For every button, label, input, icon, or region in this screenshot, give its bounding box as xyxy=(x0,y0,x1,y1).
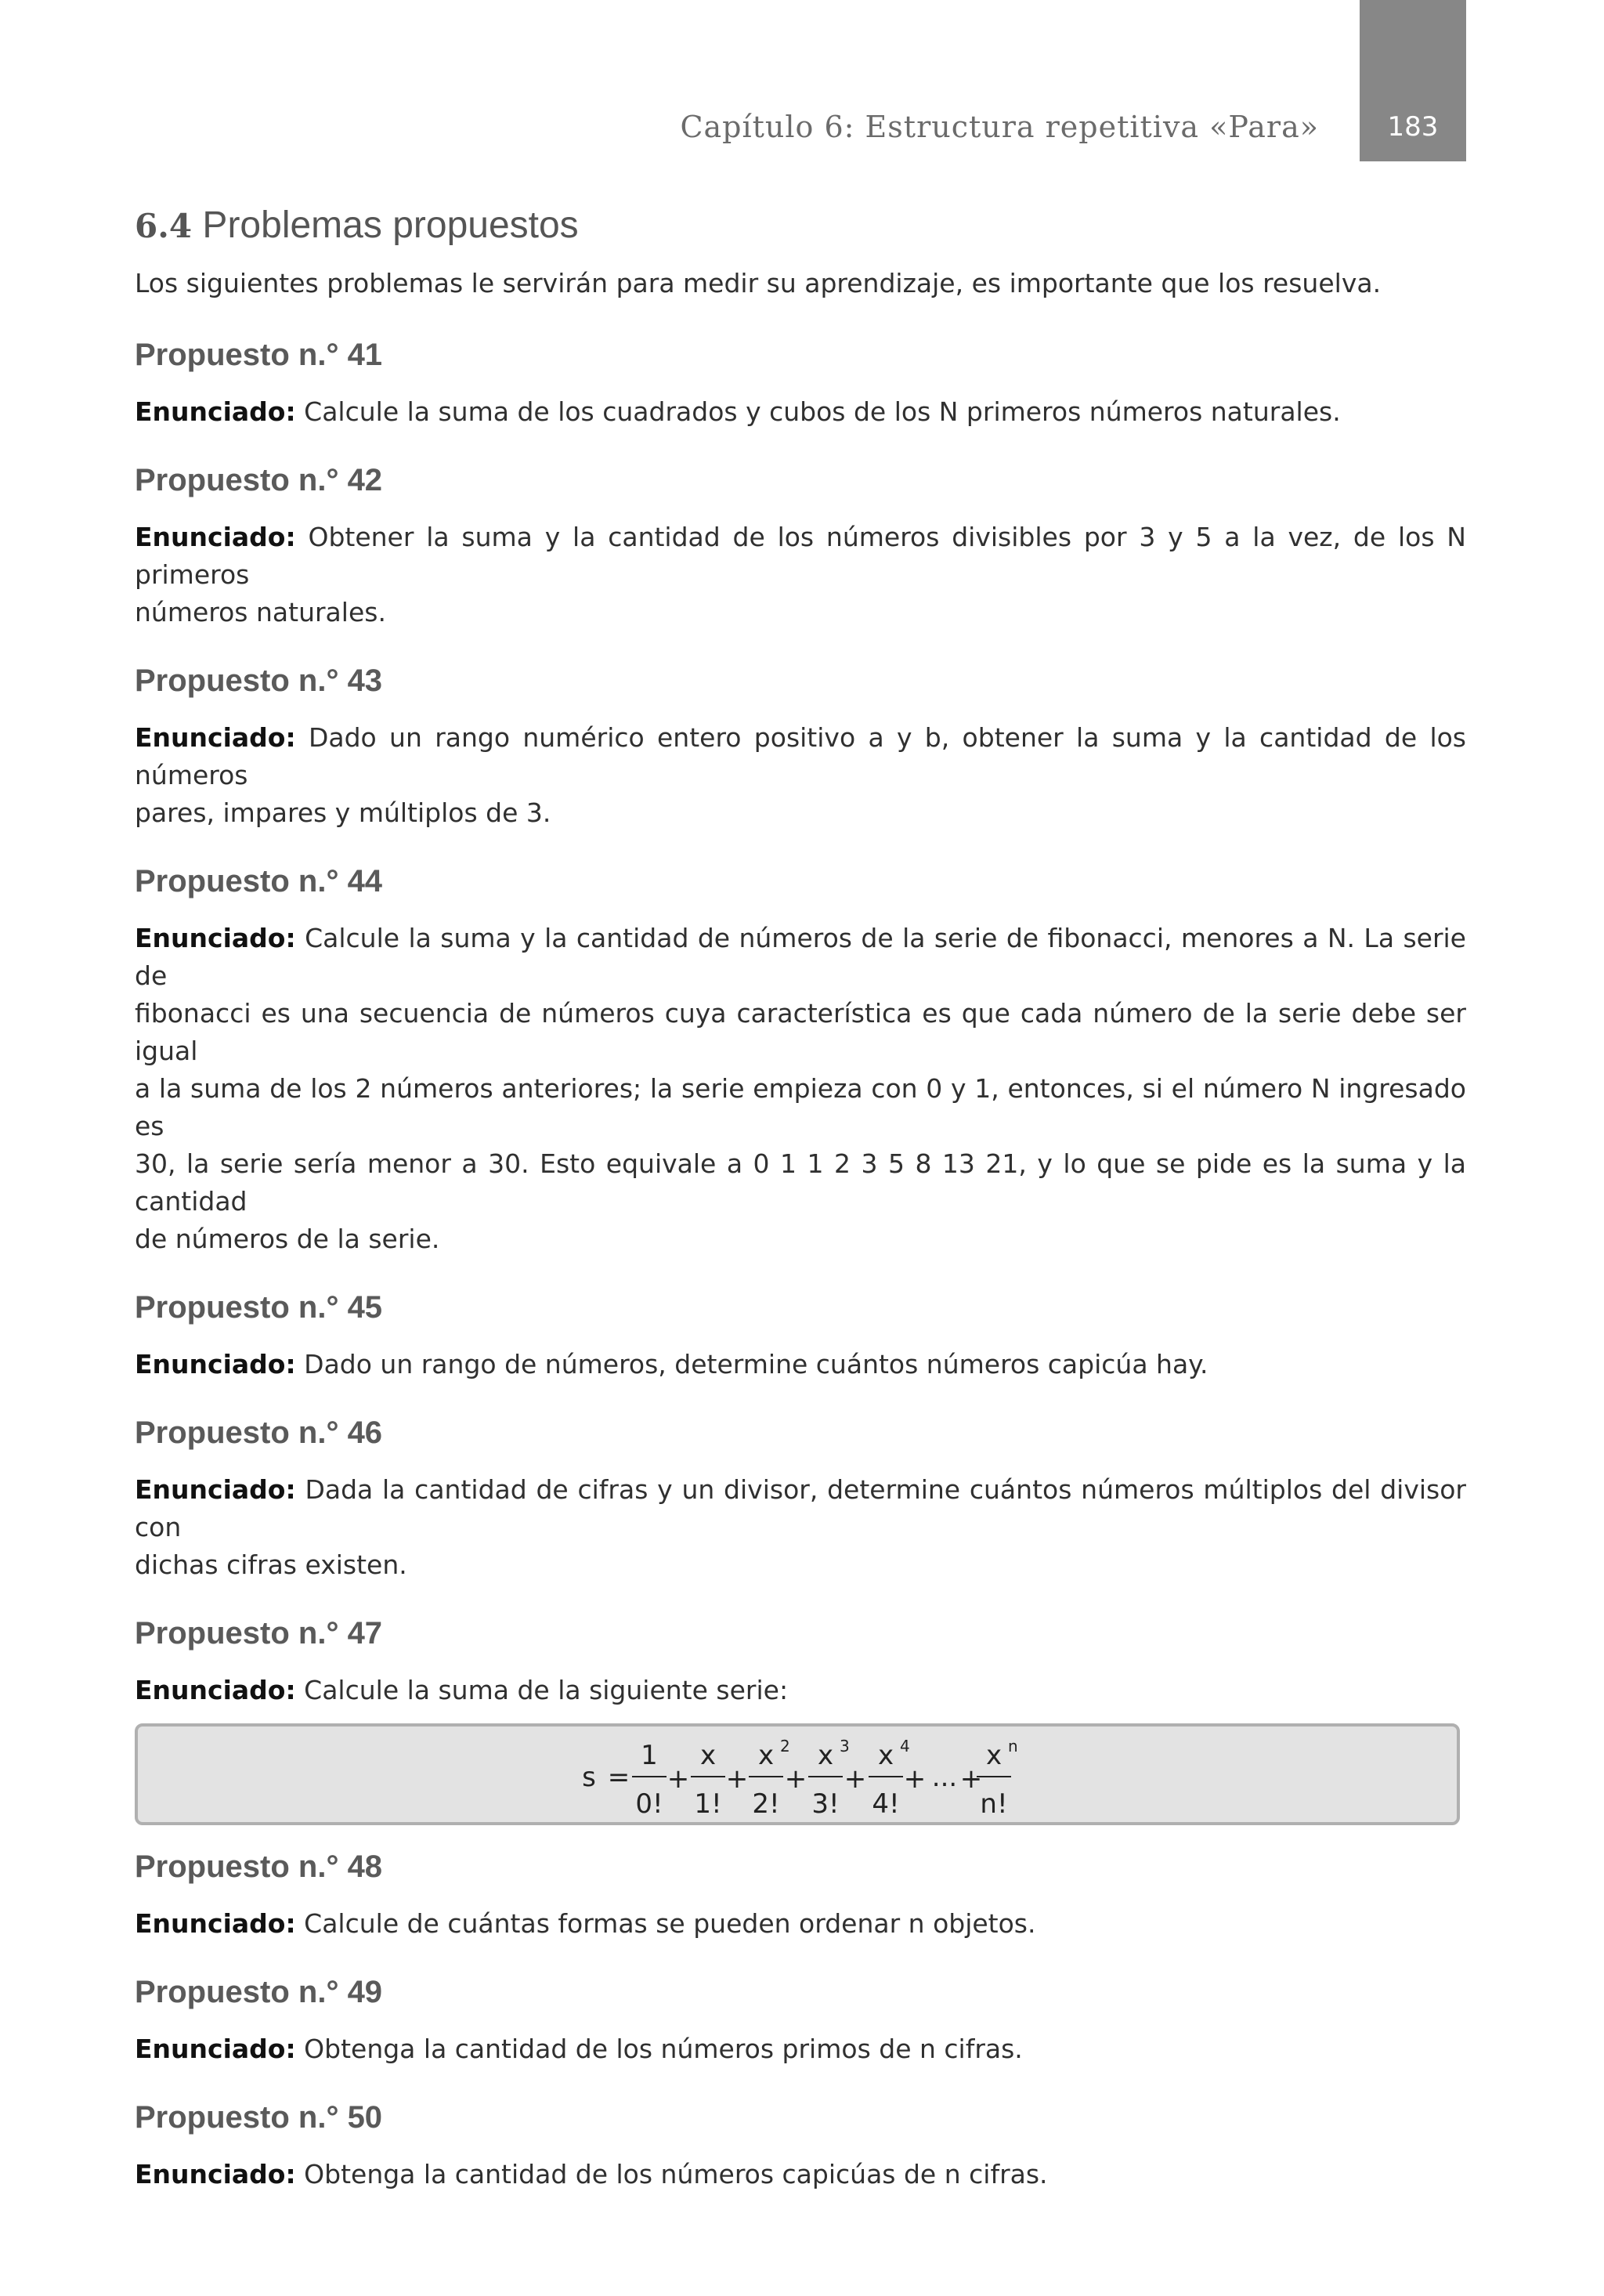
statement-line xyxy=(135,1220,1466,1258)
problem-block xyxy=(135,1408,1466,1584)
page-content xyxy=(135,196,1466,2193)
problem-list xyxy=(135,331,1466,2193)
problem-statement xyxy=(135,1346,1466,1383)
problem-block xyxy=(135,857,1466,1258)
term-denominator: 1! xyxy=(694,1788,722,1820)
statement-text: 30, la serie sería menor a 30. Esto equivale a 0 1 1 2 3 5 8 13 21, y lo que se pide es la suma y la cantidad xyxy=(135,1148,1466,1217)
problem-block xyxy=(135,456,1466,631)
statement-line xyxy=(135,1346,1466,1383)
problem-statement xyxy=(135,393,1466,431)
page-number: 183 xyxy=(1387,111,1439,143)
statement-line xyxy=(135,995,1466,1070)
problem-title: Propuesto n.° 50 xyxy=(135,2100,383,2135)
problem-statement xyxy=(135,1905,1466,1943)
formula-ellipsis: ... xyxy=(931,1762,958,1793)
page-number-tab xyxy=(1360,0,1466,161)
statement-line xyxy=(135,594,1466,631)
plus-sign: + xyxy=(784,1763,807,1795)
statement-text: Dada la cantidad de cifras y un divisor, determine cuántos números múltiplos del divisor con xyxy=(135,1474,1466,1542)
section-number: 6.4 xyxy=(135,207,193,245)
term-denominator: 4! xyxy=(872,1788,900,1820)
term-numerator: 1 xyxy=(641,1740,658,1771)
statement-label: Enunciado: xyxy=(135,923,296,953)
term-numerator: x xyxy=(985,1740,1002,1771)
plus-sign: + xyxy=(959,1763,983,1795)
term-denominator: 2! xyxy=(752,1788,780,1820)
problem-block xyxy=(135,1283,1466,1383)
statement-text: Dado un rango numérico entero positivo a y b, obtener la suma y la cantidad de los números xyxy=(135,722,1466,790)
statement-line xyxy=(135,920,1466,995)
statement-line xyxy=(135,1905,1466,1943)
statement-text: a la suma de los 2 números anteriores; la serie empieza con 0 y 1, entonces, si el número N ingresado es xyxy=(135,1073,1466,1141)
statement-text: pares, impares y múltiplos de 3. xyxy=(135,797,551,828)
statement-text: Dado un rango de números, determine cuántos números capicúa hay. xyxy=(304,1349,1208,1379)
formula-lhs: s xyxy=(582,1762,596,1793)
formula-box xyxy=(135,1723,1460,1825)
series-formula xyxy=(138,1727,1457,1822)
problem-block xyxy=(135,656,1466,832)
problem-title: Propuesto n.° 42 xyxy=(135,463,383,497)
term-numerator: x xyxy=(757,1740,775,1771)
statement-line xyxy=(135,393,1466,431)
statement-label: Enunciado: xyxy=(135,396,296,427)
problem-title: Propuesto n.° 47 xyxy=(135,1616,383,1651)
section-title xyxy=(135,196,1466,255)
statement-label: Enunciado: xyxy=(135,522,296,552)
statement-line xyxy=(135,1672,1466,1709)
statement-line xyxy=(135,1471,1466,1546)
formula-equals: = xyxy=(607,1762,630,1793)
section-intro: Los siguientes problemas le servirán para medir su aprendizaje, es importante que los resuelva. xyxy=(135,268,1382,298)
problem-statement xyxy=(135,1471,1466,1584)
statement-line xyxy=(135,2030,1466,2068)
statement-label: Enunciado: xyxy=(135,2159,296,2189)
plus-sign: + xyxy=(903,1763,927,1795)
statement-text: dichas cifras existen. xyxy=(135,1549,407,1580)
problem-statement xyxy=(135,519,1466,631)
plus-sign: + xyxy=(667,1763,690,1795)
term-denominator: 3! xyxy=(811,1788,840,1820)
problem-title: Propuesto n.° 46 xyxy=(135,1416,383,1450)
section-title-text: Problemas propuestos xyxy=(202,204,579,246)
problem-block xyxy=(135,2093,1466,2193)
plus-sign: + xyxy=(725,1763,749,1795)
statement-text: Calcule la suma de la siguiente serie: xyxy=(304,1675,789,1705)
term-exponent: 4 xyxy=(900,1737,910,1755)
problem-title: Propuesto n.° 44 xyxy=(135,864,383,899)
statement-text: fibonacci es una secuencia de números cuya característica es que cada número de la serie debe ser igual xyxy=(135,998,1466,1066)
statement-text: Obtenga la cantidad de los números capicúas de n cifras. xyxy=(304,2159,1048,2189)
statement-text: Obtenga la cantidad de los números primos de n cifras. xyxy=(304,2034,1023,2064)
statement-text: Calcule la suma de los cuadrados y cubos de los N primeros números naturales. xyxy=(304,396,1341,427)
term-numerator: x xyxy=(699,1740,717,1771)
problem-statement xyxy=(135,1672,1466,1709)
term-denominator: n! xyxy=(980,1788,1008,1820)
statement-label: Enunciado: xyxy=(135,1474,296,1505)
problem-statement xyxy=(135,719,1466,832)
statement-text: números naturales. xyxy=(135,597,386,627)
problem-statement xyxy=(135,2156,1466,2193)
statement-line xyxy=(135,1546,1466,1584)
statement-line xyxy=(135,1070,1466,1145)
problem-statement xyxy=(135,2030,1466,2068)
problem-title: Propuesto n.° 48 xyxy=(135,1849,383,1884)
statement-label: Enunciado: xyxy=(135,1349,296,1379)
statement-line xyxy=(135,1145,1466,1220)
page-header xyxy=(0,0,1604,161)
statement-text: Calcule la suma y la cantidad de números de la serie de fibonacci, menores a N. La serie de xyxy=(135,923,1466,991)
problem-statement xyxy=(135,920,1466,1258)
term-exponent: 3 xyxy=(840,1737,850,1755)
statement-text: Obtener la suma y la cantidad de los números divisibles por 3 y 5 a la vez, de los N primeros xyxy=(135,522,1466,590)
problem-title: Propuesto n.° 41 xyxy=(135,338,383,372)
statement-label: Enunciado: xyxy=(135,1908,296,1939)
problem-title: Propuesto n.° 45 xyxy=(135,1290,383,1325)
plus-sign: + xyxy=(844,1763,867,1795)
problem-title: Propuesto n.° 43 xyxy=(135,663,383,698)
problem-block xyxy=(135,331,1466,431)
statement-text: de números de la serie. xyxy=(135,1224,440,1254)
problem-block xyxy=(135,1609,1466,1825)
statement-line xyxy=(135,794,1466,832)
statement-text: Calcule de cuántas formas se pueden ordenar n objetos. xyxy=(304,1908,1036,1939)
statement-label: Enunciado: xyxy=(135,1675,296,1705)
problem-block xyxy=(135,1842,1466,1943)
chapter-title: Capítulo 6: Estructura repetitiva «Para» xyxy=(680,110,1319,144)
problem-block xyxy=(135,1968,1466,2068)
statement-label: Enunciado: xyxy=(135,2034,296,2064)
statement-line xyxy=(135,519,1466,594)
problem-title: Propuesto n.° 49 xyxy=(135,1975,383,2009)
term-numerator: x xyxy=(817,1740,834,1771)
statement-label: Enunciado: xyxy=(135,722,296,753)
statement-line xyxy=(135,719,1466,794)
term-exponent: n xyxy=(1008,1737,1018,1755)
term-exponent: 2 xyxy=(780,1737,790,1755)
term-denominator: 0! xyxy=(635,1788,663,1820)
term-numerator: x xyxy=(877,1740,894,1771)
statement-line xyxy=(135,2156,1466,2193)
